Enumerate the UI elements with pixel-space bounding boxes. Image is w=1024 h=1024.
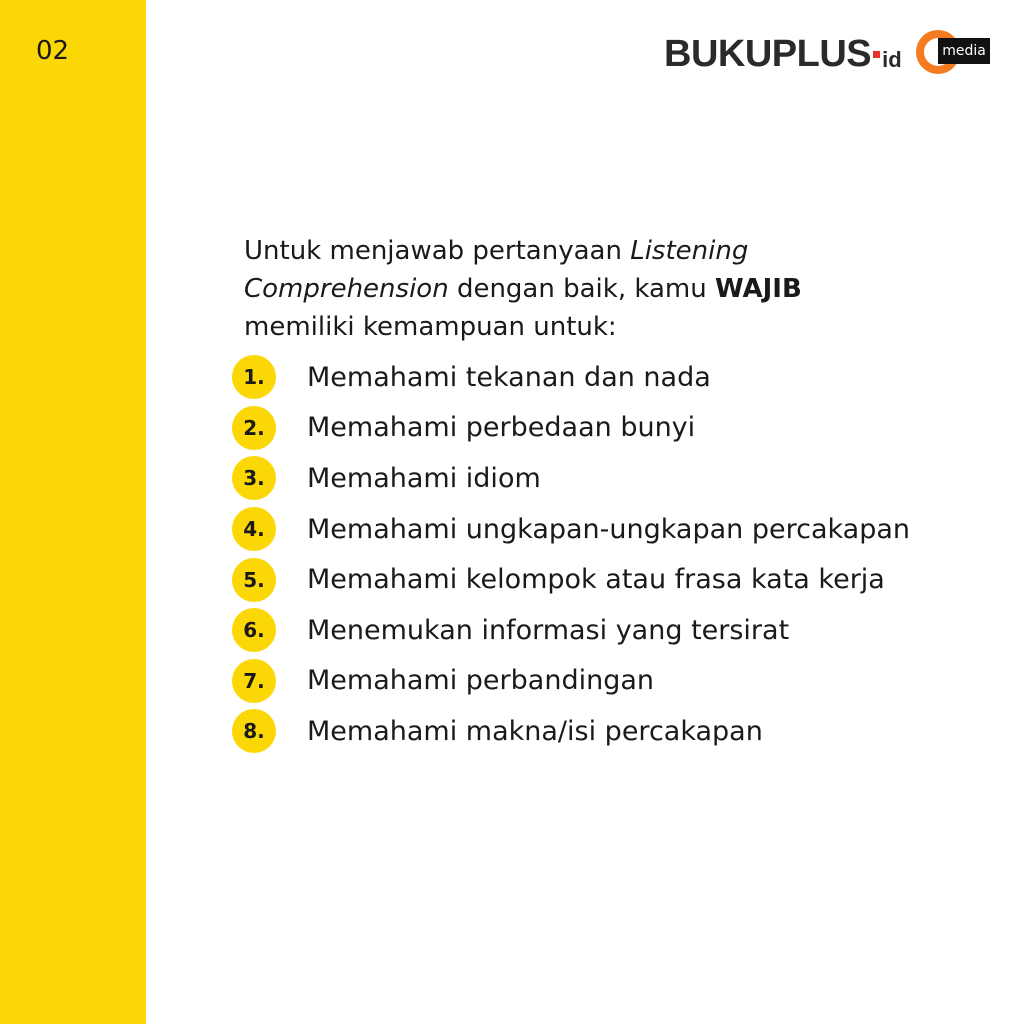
intro-part3: memiliki kemampuan untuk:: [244, 312, 617, 342]
list-item: [232, 605, 910, 656]
list-item-text: Memahami perbedaan bunyi: [307, 412, 696, 444]
number-badge: 1.: [232, 355, 276, 399]
number-badge: 7.: [232, 659, 276, 703]
brand-name: BUKUPLUS: [664, 33, 872, 75]
number-badge: 5.: [232, 558, 276, 602]
intro-part2: dengan baik, kamu: [448, 274, 715, 304]
list-item: [232, 453, 910, 504]
list-item: [232, 352, 910, 403]
list-item: [232, 554, 910, 605]
list-item-text: Memahami ungkapan-ungkapan percakapan: [307, 513, 911, 545]
bukuplus-logo: [664, 30, 902, 78]
yellow-sidebar: [0, 0, 146, 1024]
brand-dot: [873, 51, 880, 58]
skill-list: [232, 352, 910, 757]
intro-bold: WAJIB: [714, 274, 802, 304]
list-item: [232, 656, 910, 707]
list-item-text: Memahami idiom: [307, 462, 541, 494]
brand-suffix: id: [882, 47, 902, 72]
media-logo: [916, 30, 990, 76]
intro-part1: Untuk menjawab pertanyaan: [244, 236, 631, 266]
media-label: media: [938, 38, 990, 64]
page-number: 02: [36, 36, 70, 66]
list-item: [232, 403, 910, 454]
list-item-text: Memahami perbandingan: [307, 665, 654, 697]
number-badge: 8.: [232, 709, 276, 753]
list-item: [232, 504, 910, 555]
list-item-text: Memahami tekanan dan nada: [307, 361, 711, 393]
number-badge: 2.: [232, 406, 276, 450]
intro-paragraph: [244, 232, 884, 346]
number-badge: 3.: [232, 456, 276, 500]
list-item: [232, 706, 910, 757]
list-item-text: Memahami kelompok atau frasa kata kerja: [307, 564, 885, 596]
number-badge: 4.: [232, 507, 276, 551]
number-badge: 6.: [232, 608, 276, 652]
list-item-text: Memahami makna/isi percakapan: [307, 715, 763, 747]
list-item-text: Menemukan informasi yang tersirat: [307, 614, 790, 646]
intro-italic: Listening Comprehension: [244, 236, 749, 304]
